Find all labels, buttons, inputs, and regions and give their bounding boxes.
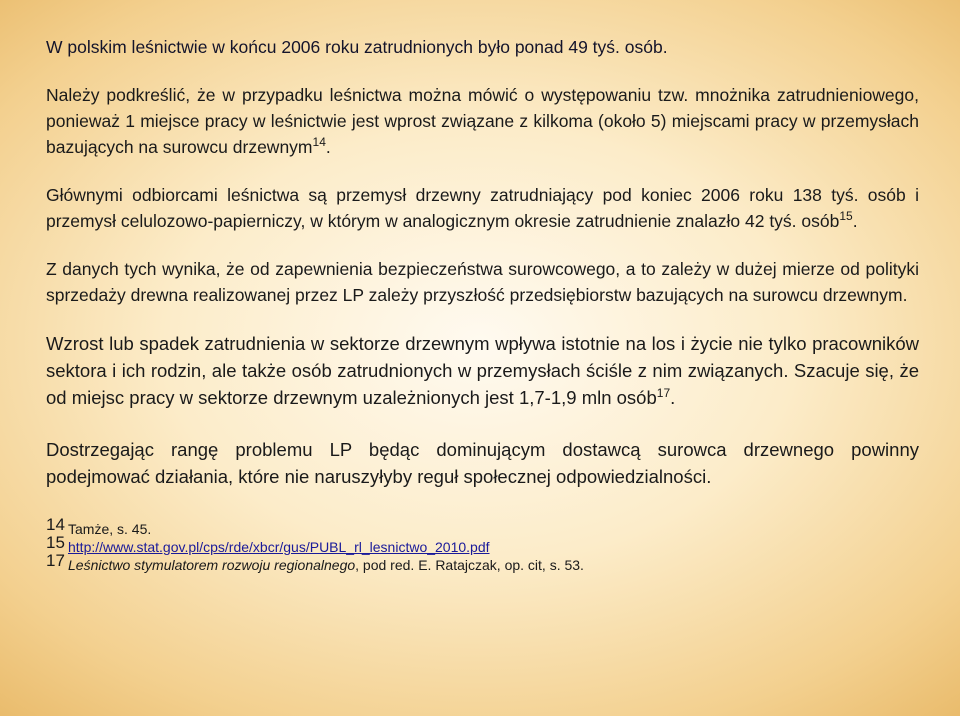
paragraph-multiplier bbox=[46, 82, 919, 160]
paragraph-recipients bbox=[46, 182, 919, 234]
paragraph-responsibility bbox=[46, 436, 919, 490]
paragraph-end: . bbox=[325, 137, 331, 157]
paragraph-text: Z danych tych wynika, że od zapewnienia bezpieczeństwa surowcowego, a to zależy w dużej mierze od polityki sprzedaży drewna realizowanej przez LP zależy przyszłość przedsiębiorstw bazujących na surowcu drzewnym. bbox=[46, 259, 919, 305]
footnote-number: 15 bbox=[46, 533, 65, 552]
footnotes bbox=[46, 515, 919, 574]
paragraph-text: Dostrzegając rangę problemu LP będąc dominującym dostawcą surowca drzewnego powinny podejmować działania, które nie naruszyłyby reguł społecznej odpowiedzialności. bbox=[46, 439, 919, 487]
paragraph-text: Należy podkreślić, że w przypadku leśnictwa można mówić o występowaniu tzw. mnożnika zatrudnieniowego, ponieważ 1 miejsce pracy w leśnictwie jest wprost związane z kilkoma (około 5) miejscami pracy w przemysłach bazujących na surowcu drzewnym bbox=[46, 85, 919, 157]
footnote-17 bbox=[46, 551, 919, 574]
footnote-number: 17 bbox=[46, 551, 65, 570]
footnote-text: Tamże, s. 45. bbox=[68, 521, 152, 537]
footnote-book-title: Leśnictwo stymulatorem rozwoju regionalnego bbox=[68, 557, 356, 573]
paragraph-employment-change bbox=[46, 330, 919, 411]
footnote-14 bbox=[46, 515, 919, 538]
paragraph-text: Wzrost lub spadek zatrudnienia w sektorze drzewnym wpływa istotnie na los i życie nie tylko pracowników sektora i ich rodzin, ale także osób zatrudnionych w przemysłach ściśle z nim związanych. Szacuje się, że od miejsc pracy w sektorze drzewnym uzależnionych jest 1,7-1,9 mln osób bbox=[46, 333, 919, 408]
paragraph-text: Głównymi odbiorcami leśnictwa są przemysł drzewny zatrudniający pod koniec 2006 roku 138 tyś. osób i przemysł celulozowo-papierniczy, w którym w analogicznym okresie zatrudnienie znalazło 42 tyś. osób bbox=[46, 185, 919, 231]
footnote-text: , pod red. E. Ratajczak, op. cit, s. 53. bbox=[355, 557, 584, 573]
paragraph-employment bbox=[46, 34, 919, 60]
footnote-ref: 14 bbox=[312, 135, 326, 150]
footnote-number: 14 bbox=[46, 515, 65, 534]
paragraph-end: . bbox=[670, 387, 676, 408]
paragraph-end: . bbox=[852, 211, 858, 231]
footnote-link[interactable]: http://www.stat.gov.pl/cps/rde/xbcr/gus/PUBL_rl_lesnictwo_2010.pdf bbox=[68, 539, 490, 555]
footnote-15 bbox=[46, 533, 919, 556]
paragraph-text: W polskim leśnictwie w końcu 2006 roku zatrudnionych było ponad 49 tyś. osób. bbox=[46, 37, 668, 57]
paragraph-security bbox=[46, 256, 919, 308]
slide-content bbox=[46, 34, 919, 574]
footnote-ref: 17 bbox=[656, 385, 671, 400]
footnote-ref: 15 bbox=[839, 209, 853, 224]
